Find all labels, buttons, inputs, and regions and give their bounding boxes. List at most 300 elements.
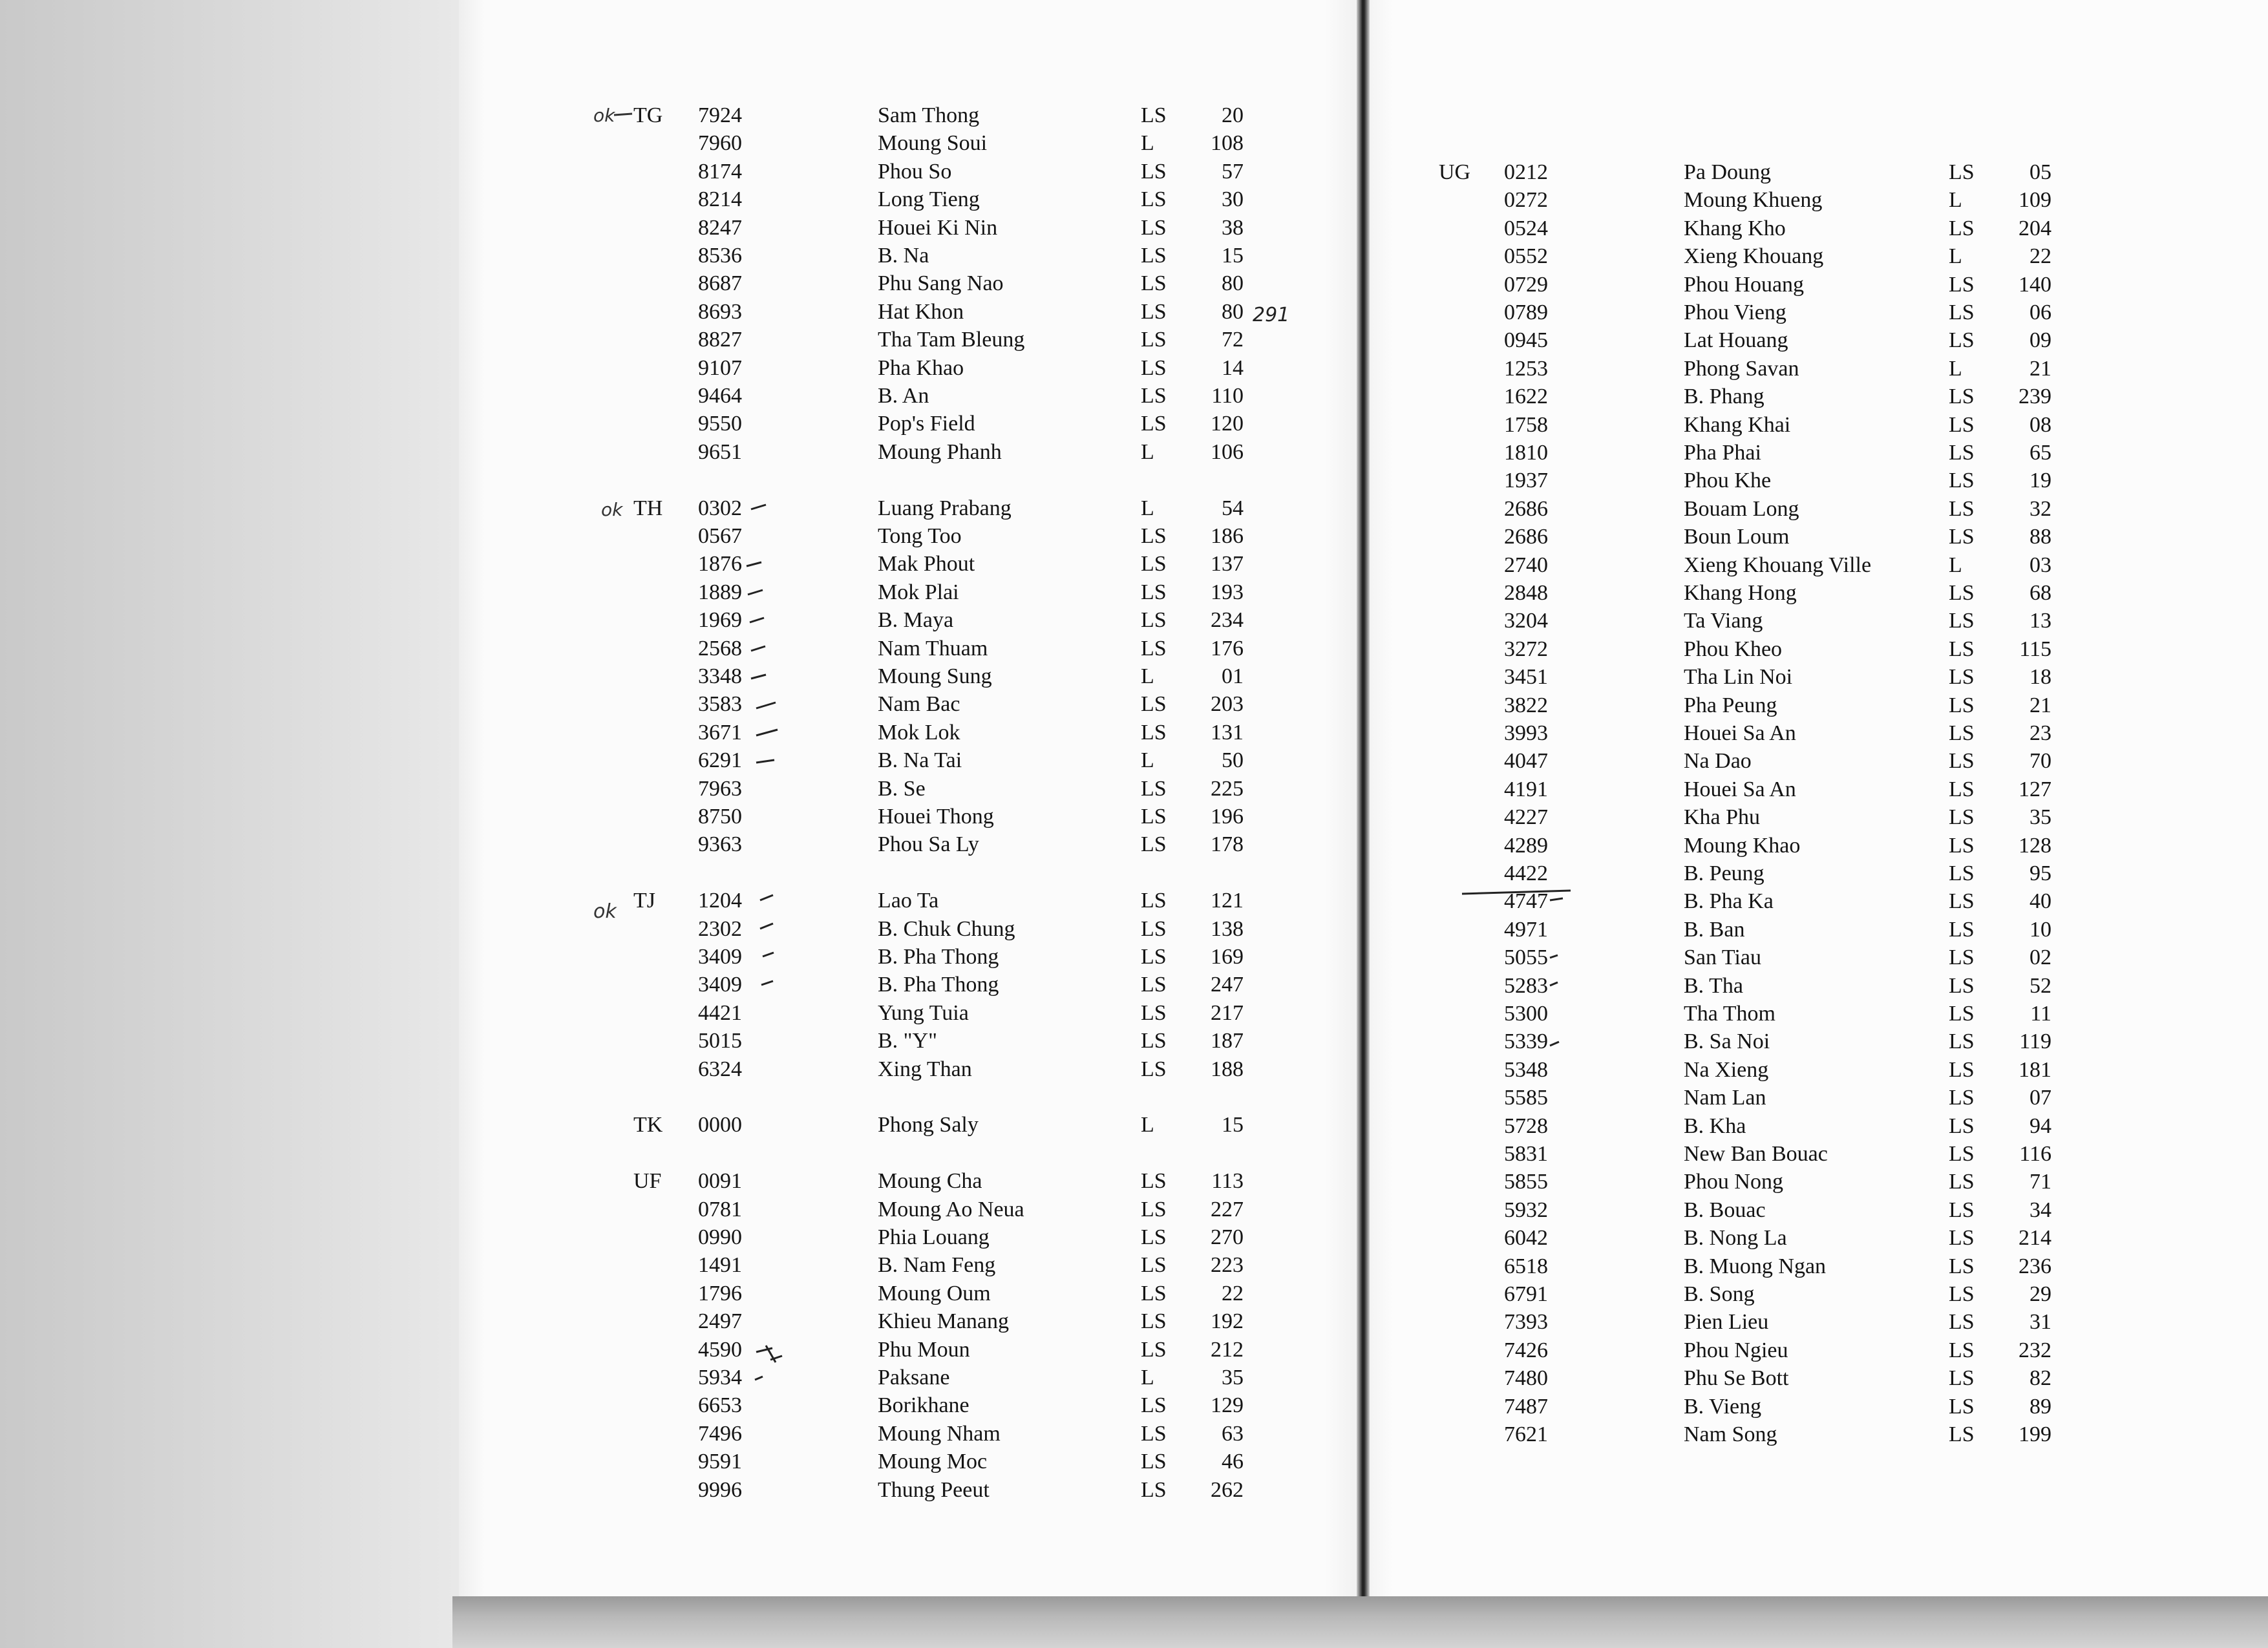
site-name: Xieng Khouang xyxy=(1684,244,1824,269)
site-name: San Tiau xyxy=(1684,945,1761,970)
site-number: 270 xyxy=(1211,1225,1244,1249)
site-type: LS xyxy=(1141,412,1167,436)
grid-code: 4422 xyxy=(1504,861,1548,885)
grid-code: 6291 xyxy=(698,748,742,773)
site-type: LS xyxy=(1949,609,1975,633)
grid-code: 7621 xyxy=(1504,1422,1548,1446)
grid-code: 7426 xyxy=(1504,1338,1548,1362)
grid-code: 7924 xyxy=(698,103,742,127)
site-type: LS xyxy=(1949,525,1975,549)
site-name: Mak Phout xyxy=(878,552,975,576)
site-name: B. Kha xyxy=(1684,1114,1746,1138)
site-name: Tha Thom xyxy=(1684,1002,1775,1026)
site-type: LS xyxy=(1949,272,1975,297)
site-name: Khang Hong xyxy=(1684,581,1797,605)
site-type: LS xyxy=(1141,916,1167,941)
handwritten-note-291: 291 xyxy=(1253,304,1290,326)
site-type: LS xyxy=(1141,720,1167,745)
site-number: 57 xyxy=(1222,159,1244,184)
site-number: 225 xyxy=(1211,776,1244,801)
site-number: 223 xyxy=(1211,1253,1244,1278)
site-number: 80 xyxy=(1222,271,1244,296)
site-type: LS xyxy=(1141,1197,1167,1221)
site-type: LS xyxy=(1949,1057,1975,1082)
site-name: Ta Viang xyxy=(1684,609,1763,633)
grid-code: 2686 xyxy=(1504,496,1548,521)
site-number: 72 xyxy=(1222,328,1244,352)
site-number: 119 xyxy=(2019,1030,2051,1054)
site-name: Phou Khe xyxy=(1684,469,1772,493)
site-type: L xyxy=(1949,244,1962,269)
site-type: L xyxy=(1141,664,1154,688)
site-type: LS xyxy=(1141,636,1167,660)
site-number: 188 xyxy=(1211,1057,1244,1081)
site-type: LS xyxy=(1949,805,1975,830)
grid-code: 3348 xyxy=(698,664,742,688)
site-type: LS xyxy=(1141,384,1167,408)
site-number: 05 xyxy=(2030,160,2051,184)
grid-code: 6653 xyxy=(698,1393,742,1418)
grid-code: 6324 xyxy=(698,1057,742,1081)
site-number: 128 xyxy=(2019,833,2051,858)
site-name: B. Pha Ka xyxy=(1684,889,1774,914)
site-number: 199 xyxy=(2019,1422,2051,1446)
site-number: 181 xyxy=(2019,1057,2051,1082)
site-number: 227 xyxy=(1211,1197,1244,1221)
site-name: Phu Se Bott xyxy=(1684,1366,1789,1391)
grid-code: 1622 xyxy=(1504,385,1548,409)
grid-code: 9107 xyxy=(698,355,742,380)
grid-code: 5728 xyxy=(1504,1114,1548,1138)
site-name: Moung Cha xyxy=(878,1169,982,1194)
grid-code: 2497 xyxy=(698,1309,742,1334)
site-number: 137 xyxy=(1211,552,1244,576)
grid-code: 4191 xyxy=(1504,777,1548,801)
grid-code: 1796 xyxy=(698,1281,742,1305)
grid-code: 2740 xyxy=(1504,553,1548,577)
site-name: Tha Lin Noi xyxy=(1684,665,1793,690)
grid-code: 1491 xyxy=(698,1253,742,1278)
grid-code: 0789 xyxy=(1504,301,1548,324)
site-name: Bouam Long xyxy=(1684,496,1799,521)
site-name: Pop's Field xyxy=(878,412,975,436)
site-number: 01 xyxy=(1222,664,1244,688)
site-name: B. Vieng xyxy=(1684,1394,1762,1419)
site-type: LS xyxy=(1141,1253,1167,1278)
grid-code: 4971 xyxy=(1504,917,1548,942)
site-name: Phou So xyxy=(878,159,952,184)
site-name: Moung Sung xyxy=(878,664,992,688)
site-number: 113 xyxy=(1211,1169,1244,1194)
grid-code: 4590 xyxy=(698,1337,742,1362)
grid-code: 7960 xyxy=(698,131,742,156)
grid-code: 5831 xyxy=(1504,1142,1548,1166)
site-number: 22 xyxy=(1222,1281,1244,1305)
site-type: LS xyxy=(1949,301,1975,324)
site-name: Phou Nong xyxy=(1684,1170,1783,1194)
site-name: Hat Khon xyxy=(878,299,964,324)
grid-code: 0729 xyxy=(1504,272,1548,297)
site-name: Kha Phu xyxy=(1684,805,1761,830)
grid-code: 8687 xyxy=(698,271,742,296)
grid-code: 0945 xyxy=(1504,328,1548,353)
site-number: 127 xyxy=(2019,777,2051,801)
site-name: B. "Y" xyxy=(878,1029,937,1053)
site-type: LS xyxy=(1949,1366,1975,1391)
site-name: Moung Khueng xyxy=(1684,188,1823,213)
site-number: 63 xyxy=(1222,1421,1244,1446)
grid-code: 4421 xyxy=(698,1000,742,1025)
grid-code: 0567 xyxy=(698,524,742,548)
site-name: B. Phang xyxy=(1684,385,1765,409)
site-name: Long Tieng xyxy=(878,187,980,212)
handwritten-ok-th: ok xyxy=(601,499,623,520)
group-code: TK xyxy=(633,1113,663,1137)
grid-code: 8693 xyxy=(698,299,742,324)
grid-code: 6518 xyxy=(1504,1254,1548,1278)
site-name: Thung Peeut xyxy=(878,1477,990,1502)
site-number: 07 xyxy=(2030,1086,2051,1110)
site-number: 217 xyxy=(1211,1000,1244,1025)
grid-code: 0781 xyxy=(698,1197,742,1221)
site-number: 232 xyxy=(2019,1338,2051,1362)
site-number: 80 xyxy=(1222,299,1244,324)
site-number: 247 xyxy=(1211,973,1244,997)
site-type: LS xyxy=(1141,1225,1167,1249)
site-name: Pa Doung xyxy=(1684,160,1772,184)
site-type: LS xyxy=(1949,665,1975,690)
site-name: Tha Tam Bleung xyxy=(878,328,1025,352)
site-number: 38 xyxy=(1222,215,1244,240)
site-number: 95 xyxy=(2030,861,2051,885)
grid-code: 8247 xyxy=(698,215,742,240)
site-name: B. Bouac xyxy=(1684,1198,1766,1222)
site-name: Mok Plai xyxy=(878,580,959,604)
site-name: Houei Ki Nin xyxy=(878,215,998,240)
site-type: LS xyxy=(1949,1170,1975,1194)
grid-code: 3451 xyxy=(1504,665,1548,690)
grid-code: 9363 xyxy=(698,832,742,857)
site-number: 203 xyxy=(1211,692,1244,717)
grid-code: 3822 xyxy=(1504,693,1548,717)
site-name: B. Nam Feng xyxy=(878,1253,996,1278)
grid-code: 7496 xyxy=(698,1421,742,1446)
group-code: TJ xyxy=(633,889,655,913)
grid-code: 1253 xyxy=(1504,356,1548,381)
site-type: LS xyxy=(1141,159,1167,184)
site-type: LS xyxy=(1949,216,1975,240)
grid-code: 9464 xyxy=(698,384,742,408)
grid-code: 5283 xyxy=(1504,973,1548,998)
site-type: LS xyxy=(1949,496,1975,521)
site-name: Xing Than xyxy=(878,1057,972,1081)
grid-code: 0000 xyxy=(698,1113,742,1137)
grid-code: 6042 xyxy=(1504,1226,1548,1251)
grid-code: 3409 xyxy=(698,945,742,969)
grid-code: 0552 xyxy=(1504,244,1548,269)
site-number: 193 xyxy=(1211,580,1244,604)
site-name: Phou Vieng xyxy=(1684,301,1786,324)
site-type: LS xyxy=(1949,1030,1975,1054)
group-code: UF xyxy=(633,1169,662,1194)
grid-code: 5339 xyxy=(1504,1030,1548,1054)
site-number: 68 xyxy=(2030,581,2051,605)
site-name: Lao Ta xyxy=(878,889,939,913)
site-type: LS xyxy=(1949,469,1975,493)
site-type: LS xyxy=(1141,805,1167,829)
site-number: 08 xyxy=(2030,412,2051,437)
grid-code: 3993 xyxy=(1504,721,1548,745)
site-name: Phu Sang Nao xyxy=(878,271,1004,296)
site-number: 214 xyxy=(2019,1226,2051,1251)
site-name: Pha Khao xyxy=(878,355,964,380)
site-number: 11 xyxy=(2030,1002,2051,1026)
site-number: 178 xyxy=(1211,832,1244,857)
site-number: 109 xyxy=(2019,188,2051,213)
site-name: Nam Lan xyxy=(1684,1086,1766,1110)
site-name: B. Se xyxy=(878,776,926,801)
site-name: Pha Peung xyxy=(1684,693,1777,717)
site-number: 129 xyxy=(1211,1393,1244,1418)
site-type: LS xyxy=(1949,412,1975,437)
grid-code: 0302 xyxy=(698,496,742,520)
site-number: 40 xyxy=(2030,889,2051,914)
site-name: B. Maya xyxy=(878,608,954,633)
site-type: LS xyxy=(1141,832,1167,857)
grid-code: 4747 xyxy=(1504,889,1548,914)
site-name: Xieng Khouang Ville xyxy=(1684,553,1872,577)
site-name: Phou Kheo xyxy=(1684,637,1783,661)
site-number: 106 xyxy=(1211,439,1244,464)
grid-code: 1810 xyxy=(1504,441,1548,465)
grid-code: 7480 xyxy=(1504,1366,1548,1391)
site-type: LS xyxy=(1141,1450,1167,1474)
site-name: Khang Kho xyxy=(1684,216,1786,240)
grid-code: 7963 xyxy=(698,776,742,801)
site-number: 94 xyxy=(2030,1114,2051,1138)
site-name: Nam Song xyxy=(1684,1422,1777,1446)
site-name: Phou Sa Ly xyxy=(878,832,979,857)
site-name: Moung Khao xyxy=(1684,833,1801,858)
site-type: LS xyxy=(1141,187,1167,212)
site-type: L xyxy=(1141,496,1154,520)
grid-code: 1969 xyxy=(698,608,742,633)
site-number: 09 xyxy=(2030,328,2051,353)
site-type: LS xyxy=(1141,1477,1167,1502)
site-number: 50 xyxy=(1222,748,1244,773)
site-number: 262 xyxy=(1211,1477,1244,1502)
site-number: 88 xyxy=(2030,525,2051,549)
site-number: 20 xyxy=(1222,103,1244,127)
site-name: Moung Soui xyxy=(878,131,988,156)
site-name: B. Pha Thong xyxy=(878,973,999,997)
site-number: 71 xyxy=(2030,1170,2051,1194)
site-type: LS xyxy=(1949,973,1975,998)
site-name: Mok Lok xyxy=(878,720,960,745)
site-type: L xyxy=(1141,1366,1154,1389)
site-type: LS xyxy=(1949,1226,1975,1251)
grid-code: 3272 xyxy=(1504,637,1548,661)
site-name: Borikhane xyxy=(878,1393,970,1418)
site-number: 116 xyxy=(2019,1142,2051,1166)
site-number: 176 xyxy=(1211,636,1244,660)
site-type: LS xyxy=(1949,833,1975,858)
grid-code: 3409 xyxy=(698,973,742,997)
site-type: LS xyxy=(1949,917,1975,942)
grid-code: 0990 xyxy=(698,1225,742,1249)
site-name: Khang Khai xyxy=(1684,412,1791,437)
site-number: 03 xyxy=(2030,553,2051,577)
site-number: 23 xyxy=(2030,721,2051,745)
site-number: 46 xyxy=(1222,1450,1244,1474)
site-name: Houei Thong xyxy=(878,805,994,829)
site-name: Phou Houang xyxy=(1684,272,1805,297)
grid-code: 9591 xyxy=(698,1450,742,1474)
site-name: Moung Oum xyxy=(878,1281,991,1305)
site-type: LS xyxy=(1141,1337,1167,1362)
site-type: LS xyxy=(1141,215,1167,240)
site-name: New Ban Bouac xyxy=(1684,1142,1828,1166)
handwritten-ok-tg: ok xyxy=(593,105,615,126)
site-number: 115 xyxy=(2019,637,2051,661)
site-number: 34 xyxy=(2030,1198,2051,1222)
site-type: LS xyxy=(1949,1254,1975,1278)
site-number: 169 xyxy=(1211,945,1244,969)
site-type: LS xyxy=(1949,1394,1975,1419)
site-type: LS xyxy=(1141,1029,1167,1053)
grid-code: 2568 xyxy=(698,636,742,660)
site-number: 35 xyxy=(1222,1366,1244,1389)
grid-code: 2302 xyxy=(698,916,742,941)
site-name: Phu Moun xyxy=(878,1337,970,1362)
site-type: LS xyxy=(1141,1169,1167,1194)
site-name: B. Chuk Chung xyxy=(878,916,1015,941)
site-number: 32 xyxy=(2030,496,2051,521)
grid-code: 3204 xyxy=(1504,609,1548,633)
site-type: LS xyxy=(1949,1142,1975,1166)
site-type: L xyxy=(1949,553,1962,577)
site-number: 15 xyxy=(1222,1113,1244,1137)
grid-code: 3671 xyxy=(698,720,742,745)
site-type: L xyxy=(1141,1113,1154,1137)
site-number: 35 xyxy=(2030,805,2051,830)
site-name: Phong Savan xyxy=(1684,356,1799,381)
site-type: LS xyxy=(1949,1338,1975,1362)
site-type: LS xyxy=(1141,1057,1167,1081)
site-type: LS xyxy=(1141,1393,1167,1418)
site-name: Moung Phanh xyxy=(878,439,1002,464)
grid-code: 4227 xyxy=(1504,805,1548,830)
site-type: LS xyxy=(1141,552,1167,576)
grid-code: 3583 xyxy=(698,692,742,717)
site-number: 196 xyxy=(1211,805,1244,829)
site-name: Moung Moc xyxy=(878,1450,988,1474)
grid-code: 5348 xyxy=(1504,1057,1548,1082)
site-number: 19 xyxy=(2030,469,2051,493)
site-type: LS xyxy=(1949,160,1975,184)
grid-code: 9651 xyxy=(698,439,742,464)
group-code: TH xyxy=(633,496,663,520)
site-number: 239 xyxy=(2019,385,2051,409)
site-type: LS xyxy=(1949,581,1975,605)
site-name: Phong Saly xyxy=(878,1113,979,1137)
grid-code: 1889 xyxy=(698,580,742,604)
site-number: 14 xyxy=(1222,355,1244,380)
site-number: 234 xyxy=(1211,608,1244,633)
grid-code: 4047 xyxy=(1504,749,1548,774)
site-number: 186 xyxy=(1211,524,1244,548)
site-type: LS xyxy=(1949,1086,1975,1110)
grid-code: 8750 xyxy=(698,805,742,829)
site-type: LS xyxy=(1949,637,1975,661)
site-number: 02 xyxy=(2030,945,2051,970)
site-number: 140 xyxy=(2019,272,2051,297)
site-type: LS xyxy=(1949,385,1975,409)
site-name: Yung Tuia xyxy=(878,1000,969,1025)
site-type: LS xyxy=(1949,441,1975,465)
site-number: 65 xyxy=(2030,441,2051,465)
grid-code: 0212 xyxy=(1504,160,1548,184)
site-name: Boun Loum xyxy=(1684,525,1790,549)
grid-code: 5015 xyxy=(698,1029,742,1053)
grid-code: 2848 xyxy=(1504,581,1548,605)
site-type: LS xyxy=(1141,1309,1167,1334)
grid-code: 0524 xyxy=(1504,216,1548,240)
site-number: 204 xyxy=(2019,216,2051,240)
site-number: 13 xyxy=(2030,609,2051,633)
site-name: B. Tha xyxy=(1684,973,1743,998)
group-code: TG xyxy=(633,103,663,127)
site-name: Pha Phai xyxy=(1684,441,1761,465)
site-type: LS xyxy=(1141,945,1167,969)
site-number: 21 xyxy=(2030,356,2051,381)
site-number: 10 xyxy=(2030,917,2051,942)
site-number: 30 xyxy=(1222,187,1244,212)
site-type: LS xyxy=(1949,945,1975,970)
site-number: 31 xyxy=(2030,1310,2051,1335)
site-type: LS xyxy=(1141,973,1167,997)
book-gutter xyxy=(1357,0,1370,1616)
site-number: 89 xyxy=(2030,1394,2051,1419)
grid-code: 1204 xyxy=(698,889,742,913)
site-name: B. Peung xyxy=(1684,861,1765,885)
site-name: B. Song xyxy=(1684,1282,1755,1306)
site-type: LS xyxy=(1141,776,1167,801)
grid-code: 9996 xyxy=(698,1477,742,1502)
site-name: B. Muong Ngan xyxy=(1684,1254,1827,1278)
site-number: 18 xyxy=(2030,665,2051,690)
site-type: LS xyxy=(1949,1282,1975,1306)
grid-code: 5300 xyxy=(1504,1002,1548,1026)
grid-code: 1758 xyxy=(1504,412,1548,437)
grid-code: 4289 xyxy=(1504,833,1548,858)
group-code: UG xyxy=(1439,160,1471,184)
site-number: 54 xyxy=(1222,496,1244,520)
grid-code: 5934 xyxy=(698,1366,742,1389)
site-number: 15 xyxy=(1222,244,1244,268)
site-type: LS xyxy=(1141,1281,1167,1305)
site-type: LS xyxy=(1949,721,1975,745)
site-name: Phia Louang xyxy=(878,1225,990,1249)
site-number: 121 xyxy=(1211,889,1244,913)
site-name: Houei Sa An xyxy=(1684,721,1796,745)
site-name: B. Nong La xyxy=(1684,1226,1787,1251)
site-name: B. An xyxy=(878,384,929,408)
site-name: Tong Too xyxy=(878,524,962,548)
site-number: 138 xyxy=(1211,916,1244,941)
site-type: LS xyxy=(1949,1310,1975,1335)
site-type: LS xyxy=(1141,692,1167,717)
